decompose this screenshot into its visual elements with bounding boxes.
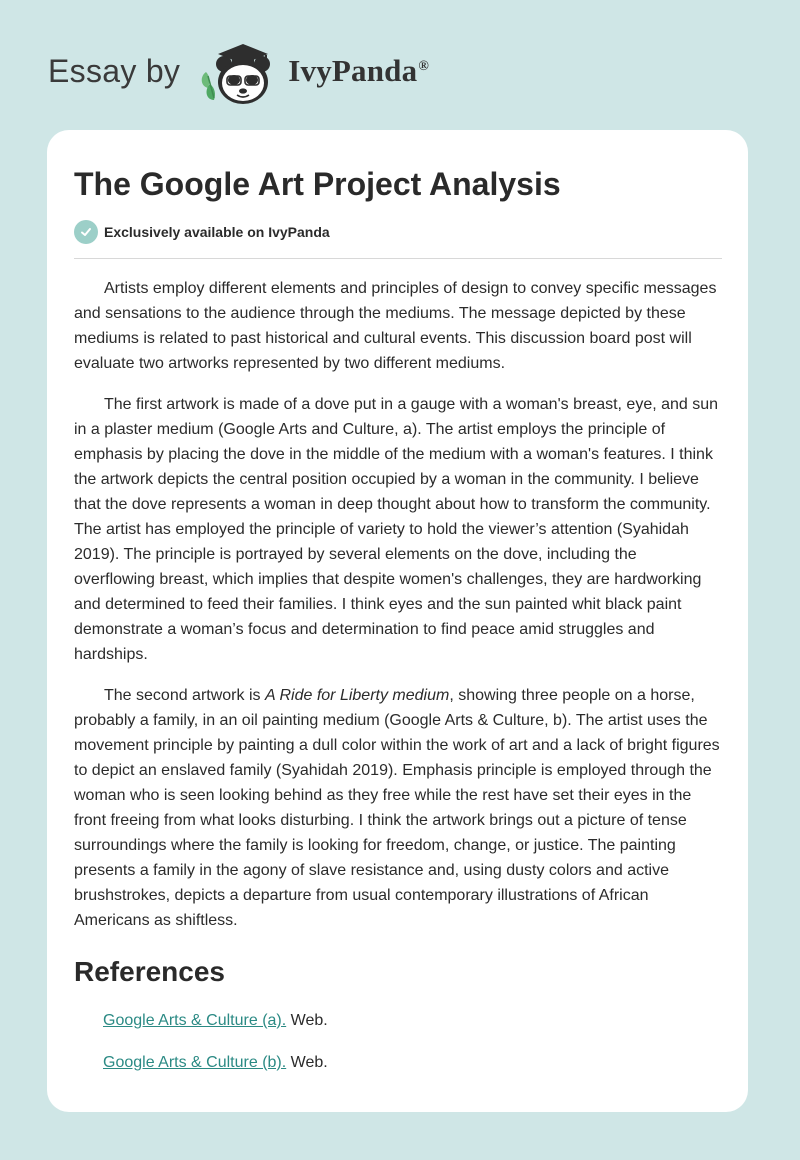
page-title: The Google Art Project Analysis [74, 166, 561, 202]
paragraph-text: , showing three people on a horse, probably a family, in an oil painting medium (Google Arts & Culture, b). The artist uses the movement principle by painting a dull color within the work of art and a lack of bright figures to depict an enslaved family (Syahidah 2019). Emphasis principle is employed through the woman who is seen looking behind as they free while the rest have set their eyes in the front freeing from what looks disturbing. I think the artwork brings out a picture of tense surroundings where the family is looking for freedom, change, or justice. The painting presents a family in the agony of slave resistance and, using dusty colors and active brushstrokes, depicts a departure from usual contemporary illustrations of African Americans as shiftless. [74, 687, 720, 929]
brand-text: IvyPanda [288, 53, 418, 88]
essay-body [74, 276, 722, 933]
reference-link[interactable]: Google Arts & Culture (a). [103, 1012, 287, 1029]
reference-item [103, 1053, 722, 1073]
registered-mark: ® [418, 58, 429, 74]
paragraph: The first artwork is made of a dove put in a gauge with a woman's breast, eye, and sun in a plaster medium (Google Arts and Culture, a). The artist employs the principle of emphasis by placing the dove in the middle of the medium with a woman's features. I think the artwork depicts the central position occupied by a woman in the community. I believe that the dove represents a woman in deep thought about how to transform the community. The artist has employed the principle of variety to hold the viewer’s attention (Syahidah 2019). The principle is portrayed by several elements on the dove, including the overflowing breast, which implies that despite women's challenges, they are hardworking and determined to feed their families. I think eyes and the sun painted whit black paint demonstrate a woman’s focus and determination to find peace amid struggles and hardships. [74, 396, 719, 663]
artwork-title: A Ride for Liberty medium [264, 687, 450, 704]
divider [74, 258, 722, 259]
essay-card [47, 130, 748, 1112]
reference-item [103, 1011, 722, 1031]
paragraph-text: The second artwork is [104, 687, 265, 704]
ivypanda-logo[interactable] [196, 36, 429, 106]
badge-label: Exclusively available on IvyPanda [104, 224, 330, 240]
ivy-leaf-icon [202, 72, 215, 100]
site-header [48, 36, 429, 106]
essay-by-label: Essay by [48, 52, 181, 89]
references-list [74, 1011, 722, 1073]
brand-name [288, 53, 429, 89]
reference-suffix: Web. [286, 1054, 328, 1071]
references-heading: References [74, 956, 225, 987]
paragraph [74, 683, 722, 933]
panda-logo-icon [196, 36, 280, 106]
exclusive-badge [74, 220, 722, 244]
reference-link[interactable]: Google Arts & Culture (b). [103, 1054, 287, 1071]
reference-suffix: Web. [286, 1012, 328, 1029]
check-icon [74, 220, 98, 244]
paragraph: Artists employ different elements and principles of design to convey specific messages and sensations to the audience through the mediums. The message depicted by these mediums is related to past historical and cultural events. This discussion board post will evaluate two artworks represented by two different mediums. [74, 280, 717, 372]
